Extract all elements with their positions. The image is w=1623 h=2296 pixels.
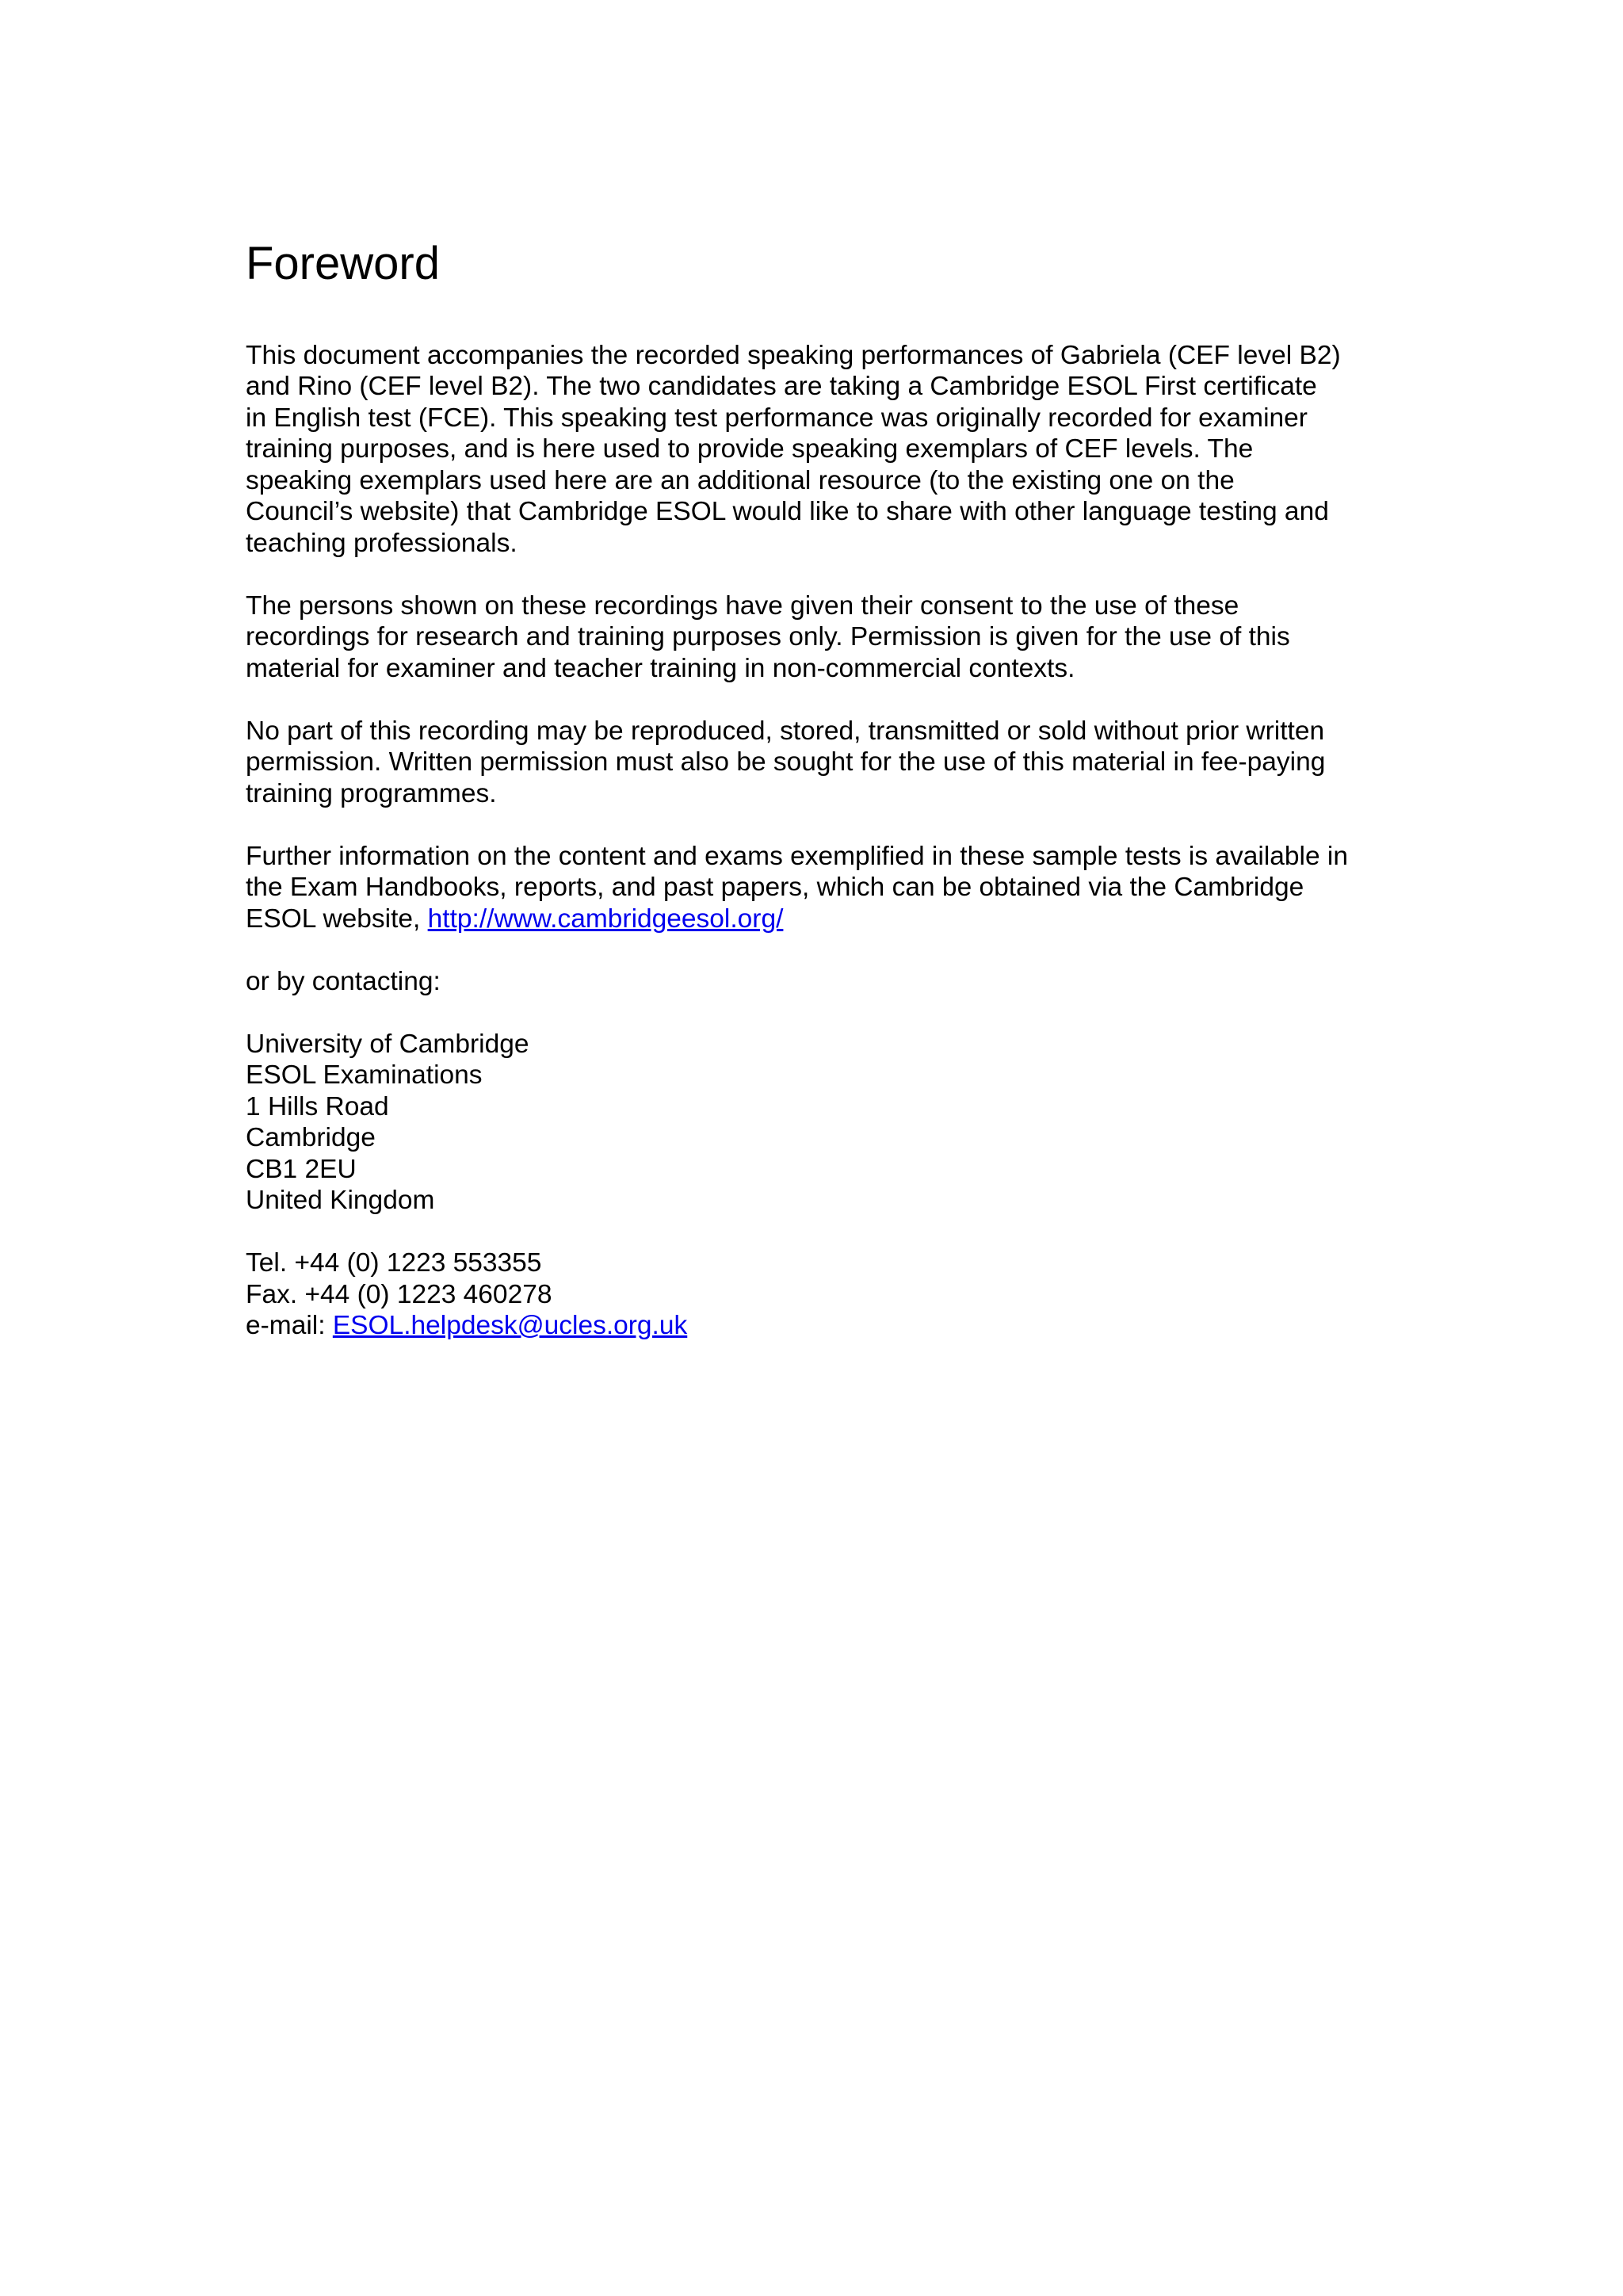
paragraph-line: Further information on the content and exams exemplified in these sample tests is available in [246,841,1348,871]
paragraph-line: recordings for research and training purposes only. Permission is given for the use of this [246,622,1290,652]
paragraph-line: permission. Written permission must also be sought for the use of this material in fee-paying [246,747,1326,777]
paragraph-line [246,904,1395,935]
contact-block [246,1247,1395,1342]
contact-intro: or by contacting: [246,966,441,996]
address-line: United Kingdom [246,1186,435,1216]
page-title: Foreword [246,238,440,289]
address-block [246,1029,1395,1217]
address-line: CB1 2EU [246,1154,357,1184]
telephone: Tel. +44 (0) 1223 553355 [246,1248,542,1278]
fax: Fax. +44 (0) 1223 460278 [246,1279,552,1309]
email-prefix: e-mail: [246,1311,333,1341]
paragraph-line: speaking exemplars used here are an additional resource (to the existing one on the [246,465,1235,495]
email-link[interactable]: ESOL.helpdesk@ucles.org.uk [332,1311,688,1341]
paragraph-line: training programmes. [246,778,497,808]
email-line [246,1310,1395,1342]
paragraph-line: and Rino (CEF level B2). The two candidates are taking a Cambridge ESOL First certificate [246,372,1317,402]
paragraph-line: No part of this recording may be reproduced, stored, transmitted or sold without prior written [246,716,1325,746]
copyright-paragraph [246,716,1395,810]
paragraph-line: training purposes, and is here used to provide speaking exemplars of CEF levels. The [246,434,1254,464]
paragraph-line: teaching professionals. [246,528,517,558]
paragraph-line: Council’s website) that Cambridge ESOL would like to share with other language testing and [246,497,1329,527]
address-line: ESOL Examinations [246,1060,483,1091]
paragraph-line: in English test (FCE). This speaking test performance was originally recorded for examiner [246,403,1308,433]
consent-paragraph [246,590,1395,685]
intro-paragraph [246,340,1395,560]
address-line: 1 Hills Road [246,1091,389,1121]
paragraph-line: the Exam Handbooks, reports, and past papers, which can be obtained via the Cambridge [246,873,1304,903]
paragraph-line: This document accompanies the recorded speaking performances of Gabriela (CEF level B2) [246,340,1341,370]
address-line: University of Cambridge [246,1029,529,1059]
further-info-paragraph [246,841,1395,935]
paragraph-line: The persons shown on these recordings have given their consent to the use of these [246,590,1239,621]
address-line: Cambridge [246,1123,376,1153]
paragraph-line: material for examiner and teacher training in non-commercial contexts. [246,653,1075,683]
website-prefix: ESOL website, [246,904,428,934]
document-body [246,238,1395,1373]
website-link[interactable]: http://www.cambridgeesol.org/ [427,904,784,934]
